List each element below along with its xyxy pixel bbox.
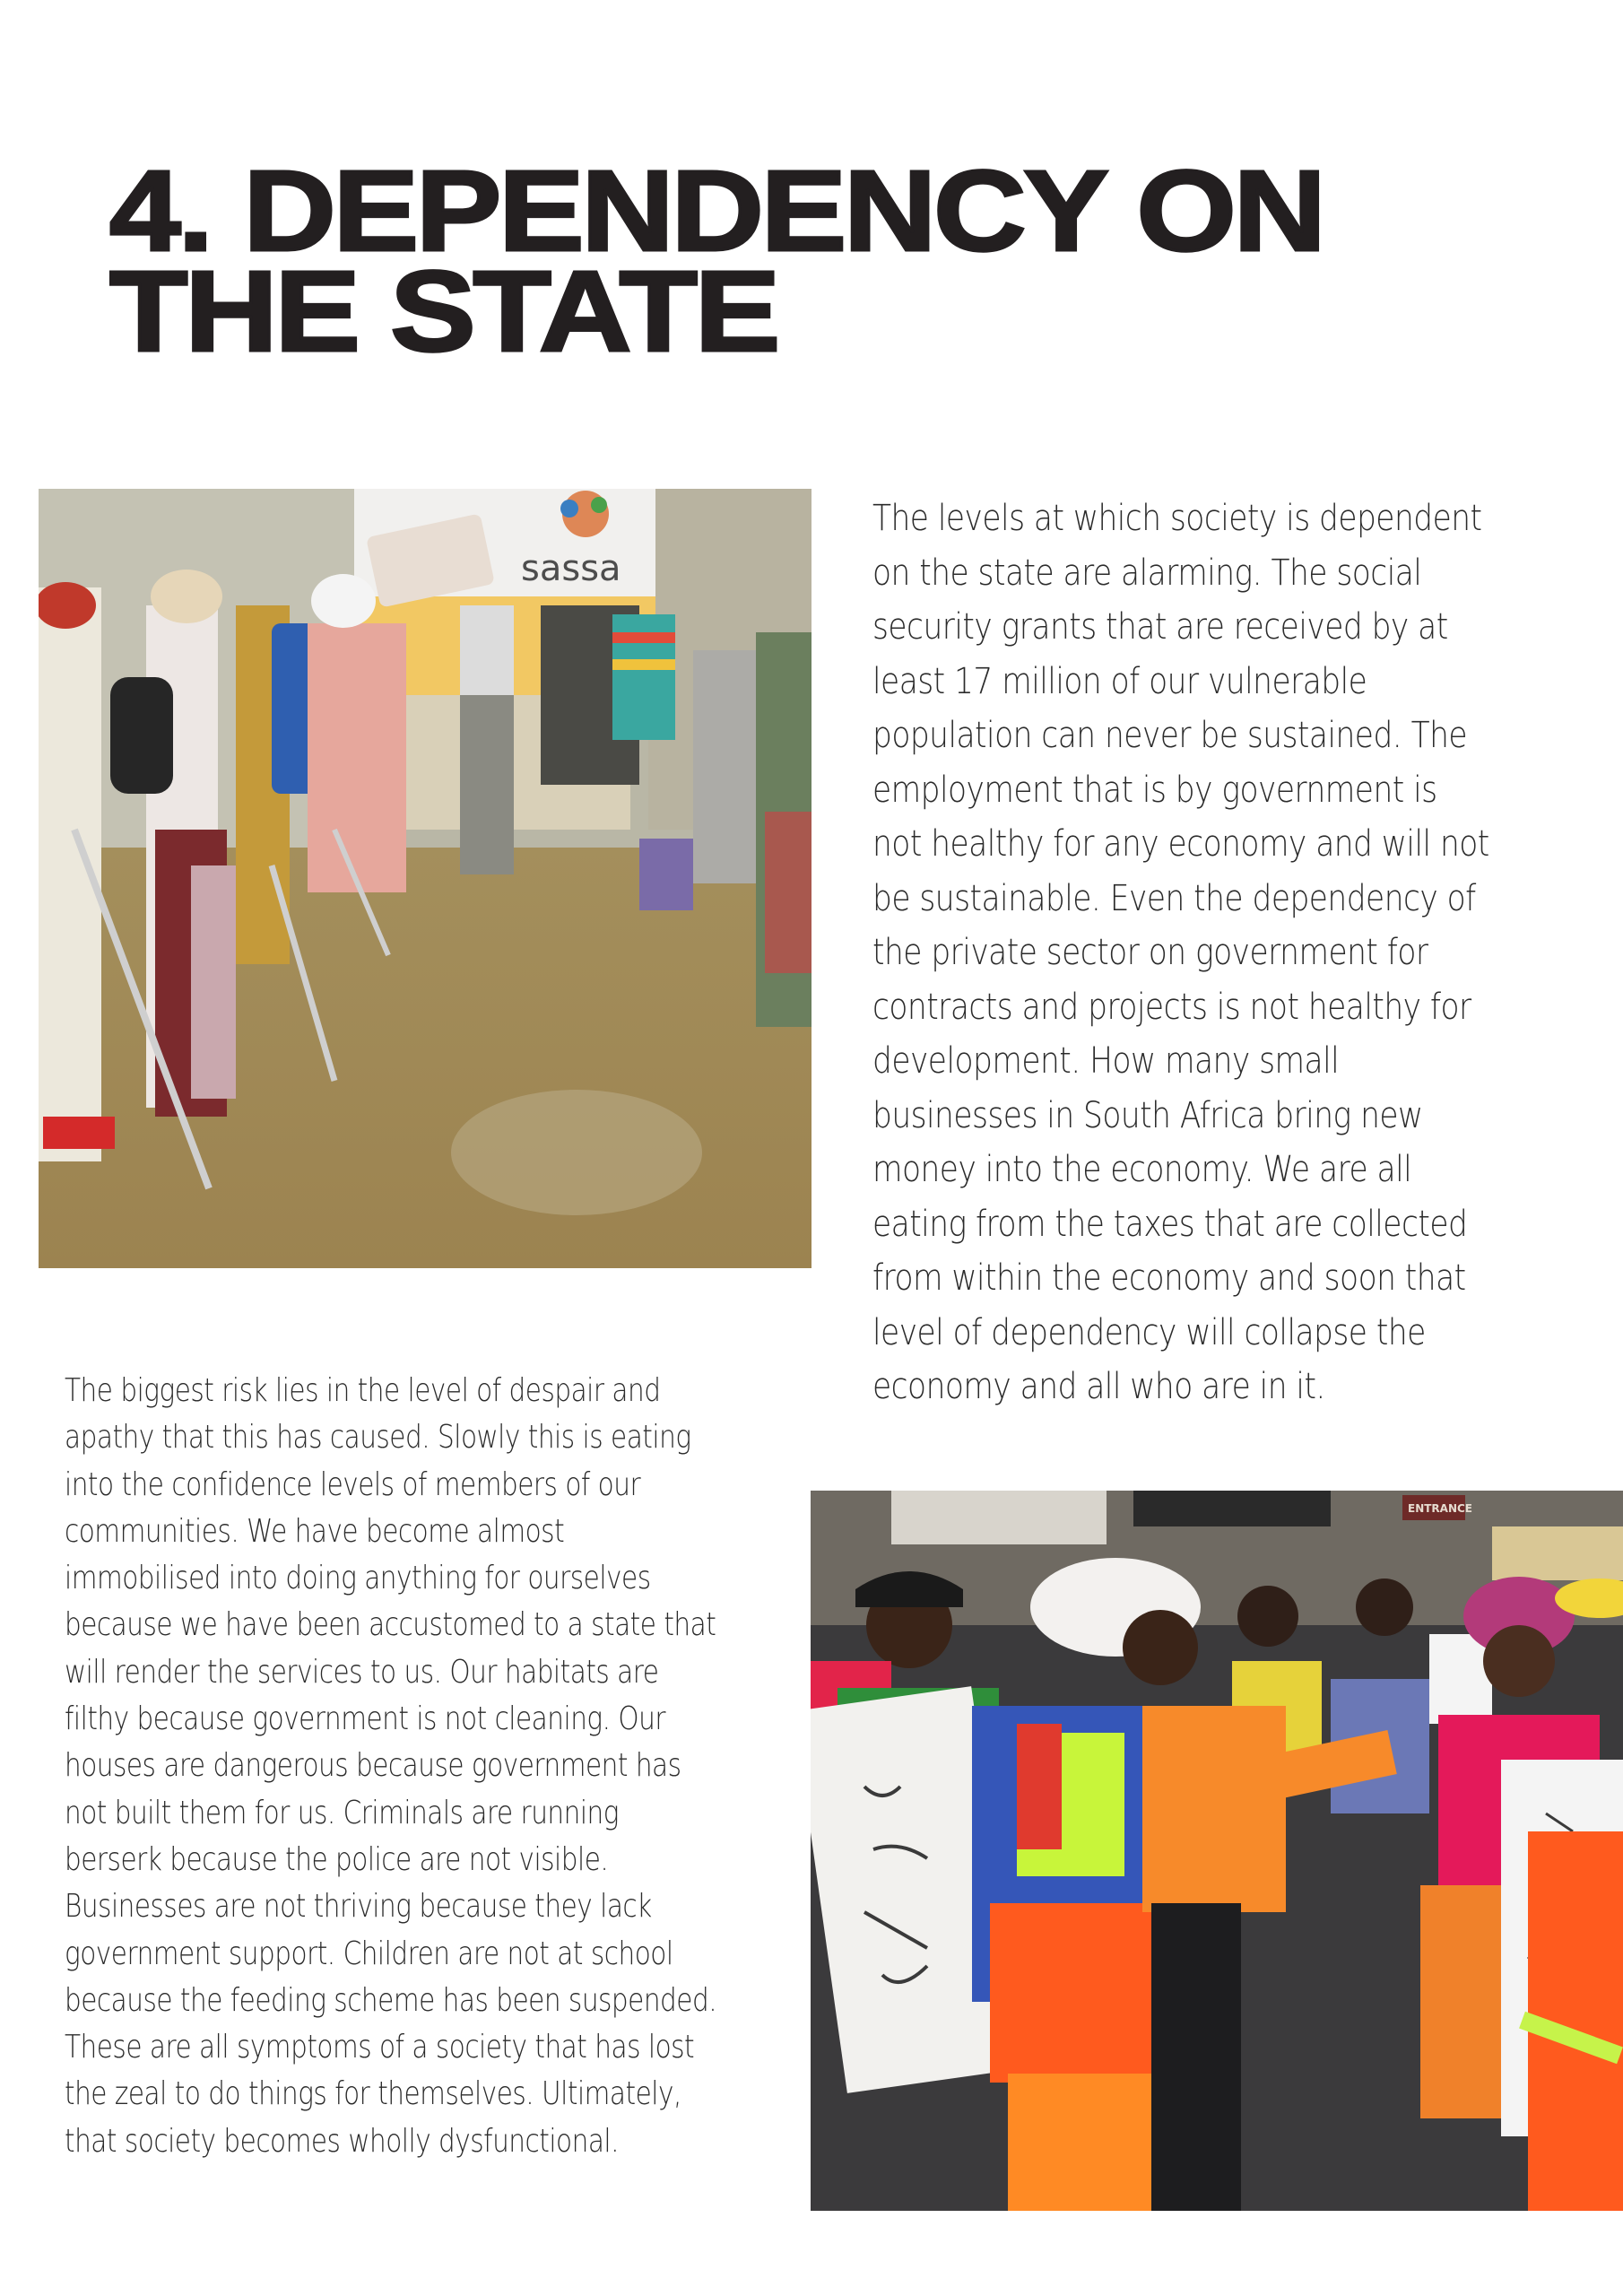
text-line: businesses in South Africa bring new — [872, 1094, 1423, 1136]
text-line: because the feeding scheme has been suspended. — [65, 1981, 717, 2019]
protest-march-illustration — [811, 1491, 1623, 2211]
title-line: THE STATE — [109, 248, 777, 376]
entrance-sign-text: ENTRANCE — [1408, 1502, 1472, 1515]
text-line: money into the economy. We are all — [872, 1149, 1412, 1190]
text-line: development. How many small — [872, 1040, 1340, 1082]
text-line: not healthy for any economy and will not — [872, 823, 1489, 865]
text-line: immobilised into doing anything for ourselves — [65, 1560, 651, 1597]
text-line: employment that is by government is — [872, 769, 1437, 811]
text-line: population can never be sustained. The — [872, 715, 1468, 756]
text-line: economy and all who are in it. — [872, 1366, 1325, 1407]
sassa-sign-text: sassa — [521, 548, 621, 589]
text-line: that society becomes wholly dysfunctional. — [65, 2122, 620, 2160]
text-line: not built them for us. Criminals are running — [65, 1794, 619, 1831]
protest-march-photo — [811, 1491, 1623, 2211]
text-line: security grants that are received by at — [872, 606, 1448, 648]
text-line: government support. Children are not at school — [65, 1935, 673, 1972]
text-line: communities. We have become almost — [65, 1512, 565, 1550]
text-line: eating from the taxes that are collected — [872, 1203, 1468, 1245]
sassa-queue-photo — [39, 489, 812, 1268]
text-line: will render the services to us. Our habitats are — [65, 1653, 659, 1691]
text-line: from within the economy and soon that — [872, 1257, 1466, 1299]
text-line: houses are dangerous because government has — [65, 1747, 681, 1785]
body-paragraph-right — [872, 491, 1489, 1414]
sassa-queue-illustration — [39, 489, 812, 1268]
text-line: least 17 million of our vulnerable — [872, 660, 1367, 702]
text-line: These are all symptoms of a society that has lost — [65, 2029, 695, 2066]
text-line: The biggest risk lies in the level of despair and — [65, 1372, 661, 1409]
text-line: berserk because the police are not visible. — [65, 1840, 609, 1878]
text-line: because we have been accustomed to a state that — [65, 1606, 716, 1644]
text-line: the private sector on government for — [872, 932, 1428, 973]
text-line: The levels at which society is dependent — [872, 498, 1482, 539]
text-line: Businesses are not thriving because they lack — [65, 1888, 652, 1926]
body-paragraph-left — [65, 1368, 716, 2165]
text-line: apathy that this has caused. Slowly this is eating — [65, 1419, 691, 1457]
title-line: 4. DEPENDENCY ON — [109, 147, 1324, 275]
text-line: contracts and projects is not healthy for — [872, 986, 1471, 1028]
text-line: into the confidence levels of members of our — [65, 1465, 641, 1503]
text-line: level of dependency will collapse the — [872, 1311, 1426, 1353]
text-line: filthy because government is not cleaning. Our — [65, 1700, 666, 1738]
text-line: be sustainable. Even the dependency of — [872, 877, 1476, 919]
page-title — [109, 147, 1324, 376]
text-line: the zeal to do things for themselves. Ultimately, — [65, 2075, 681, 2113]
text-line: on the state are alarming. The social — [872, 552, 1422, 594]
